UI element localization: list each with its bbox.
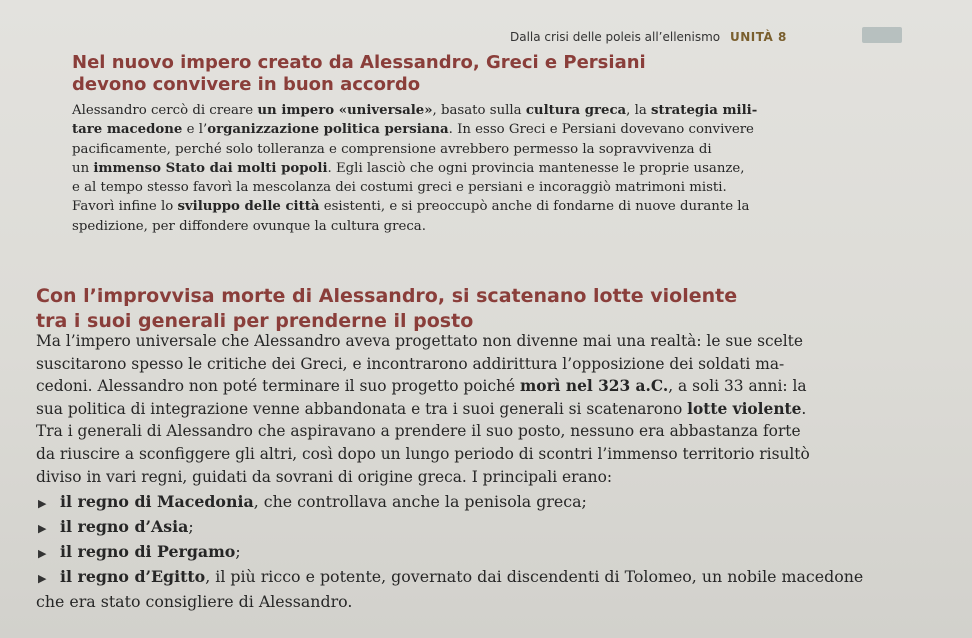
emphasis-text: lotte violente — [687, 399, 802, 418]
running-title: Dalla crisi delle poleis all’ellenismo — [510, 30, 721, 44]
text-segment: pacificamente, perché solo tolleranza e comprensione avrebbero permesso la sopravvivenza di — [72, 141, 712, 157]
text-segment: Ma l’impero universale che Alessandro aveva progettato non divenne mai una realtà: le sue scelte — [36, 332, 803, 350]
text-segment: suscitarono spesso le critiche dei Greci, e incontrarono addirittura l’opposizione dei soldati ma- — [36, 354, 785, 373]
text-segment: . — [801, 399, 807, 418]
text-segment: , a soli 33 anni: la — [668, 377, 807, 396]
kingdom-name: il regno d’Asia — [60, 517, 189, 536]
heading-line: devono convivere in buon accordo — [72, 74, 421, 95]
kingdoms-list — [36, 490, 863, 613]
text-line — [72, 159, 757, 178]
kingdom-description: ; — [188, 517, 194, 536]
text-segment: esistenti, e si preoccupò anche di fondarne di nuove durante la — [319, 199, 750, 215]
text-segment: . In esso Greci e Persiani dovevano convivere — [448, 122, 754, 138]
paragraph-2 — [36, 330, 810, 488]
text-segment: un — [72, 160, 94, 176]
text-segment: , basato sulla — [432, 103, 526, 118]
text-segment: e l’ — [182, 122, 208, 138]
text-line — [36, 443, 810, 466]
text-segment: . Egli lasciò che ogni provincia mantenesse le proprie usanze, — [327, 160, 745, 176]
text-segment: Alessandro cercò di creare — [72, 103, 258, 118]
heading-line: tra i suoi generali per prenderne il posto — [36, 310, 474, 332]
running-header — [510, 30, 787, 44]
section-heading-2 — [36, 284, 737, 334]
triangle-bullet-icon: ▶ — [38, 547, 47, 560]
emphasis-text: cultura greca — [525, 103, 627, 118]
text-segment: Tra i generali di Alessandro che aspiravano a prendere il suo posto, nessuno era abbastanza forte — [36, 422, 801, 441]
kingdom-description: , il più ricco e potente, governato dai discendenti di Tolomeo, un nobile macedone — [205, 567, 864, 586]
text-line — [72, 178, 757, 197]
text-segment: e al tempo stesso favorì la mescolanza dei costumi greci e persiani e incoraggiò matrimoni misti. — [72, 180, 727, 196]
text-segment: da riuscire a sconfiggere gli altri, così dopo un lungo periodo di scontri l’immenso territorio risultò — [36, 444, 810, 463]
list-item — [36, 540, 863, 565]
emphasis-text: un impero «universale» — [257, 103, 433, 118]
kingdom-name: il regno di Pergamo — [60, 542, 236, 561]
emphasis-text: sviluppo delle città — [177, 199, 320, 215]
text-segment: spedizione, per diffondere ovunque la cultura greca. — [72, 218, 426, 234]
list-item — [36, 490, 863, 515]
kingdom-name: il regno di Macedonia — [60, 492, 254, 511]
triangle-bullet-icon: ▶ — [38, 572, 47, 585]
text-line — [36, 466, 810, 489]
text-segment: , la — [626, 103, 652, 118]
text-segment: sua politica di integrazione venne abbandonata e tra i suoi generali si scatenarono — [36, 399, 688, 418]
text-line — [36, 330, 810, 353]
triangle-bullet-icon: ▶ — [38, 497, 47, 510]
text-line — [72, 101, 757, 120]
emphasis-text: tare macedone — [72, 122, 183, 138]
text-line — [36, 398, 810, 421]
list-item — [36, 515, 863, 540]
unit-label: UNITÀ 8 — [729, 30, 787, 44]
paragraph-1 — [72, 101, 757, 236]
list-item-continuation: che era stato consigliere di Alessandro. — [36, 592, 353, 611]
kingdom-description: , che controllava anche la penisola greca; — [253, 492, 587, 511]
emphasis-text: morì nel 323 a.C. — [520, 377, 669, 396]
kingdom-description: ; — [235, 542, 241, 561]
emphasis-text: strategia mili- — [651, 103, 758, 118]
list-item — [36, 565, 863, 590]
emphasis-text: immenso Stato dai molti popoli — [93, 160, 328, 176]
text-segment: cedoni. Alessandro non poté terminare il suo progetto poiché — [36, 377, 521, 396]
text-segment: Favorì infine lo — [72, 199, 178, 215]
text-line — [36, 353, 810, 376]
text-segment: diviso in vari regni, guidati da sovrani di origine greca. I principali erano: — [36, 467, 613, 486]
heading-line: Nel nuovo impero creato da Alessandro, Greci e Persiani — [72, 52, 646, 73]
section-heading-1 — [72, 52, 646, 96]
unit-color-tab — [862, 27, 902, 43]
kingdom-name: il regno d’Egitto — [60, 567, 206, 586]
heading-line: Con l’improvvisa morte di Alessandro, si scatenano lotte violente — [36, 285, 738, 307]
text-line — [36, 375, 810, 398]
text-line — [72, 140, 757, 159]
text-line — [72, 197, 757, 216]
triangle-bullet-icon: ▶ — [38, 522, 47, 535]
text-line — [36, 420, 810, 443]
text-line — [72, 120, 757, 139]
text-line — [72, 217, 757, 236]
emphasis-text: organizzazione politica persiana — [207, 122, 449, 138]
